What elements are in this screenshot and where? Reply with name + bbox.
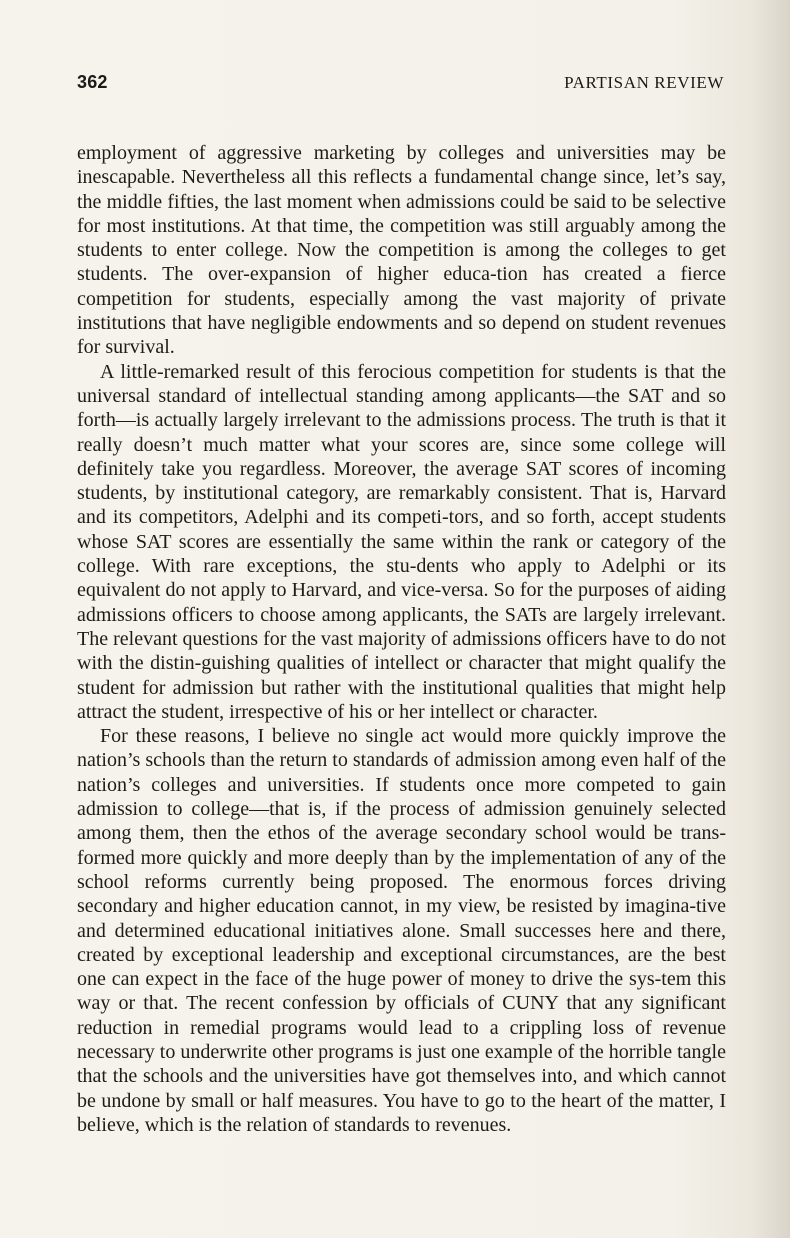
page-number: 362 xyxy=(77,72,108,92)
running-head xyxy=(77,72,724,96)
paragraph-continued: employment of aggressive marketing by colleges and universities may be inescapable. Nevertheless all this reflects a fundamental change since, let’s say, the middle fifties, the last moment when admissions could be said to be selective for most institutions. At that time, the competition was still arguably among the students to enter college. Now the competition is among the colleges to get students. The over-expansion of higher educa-tion has created a fierce competition for students, especially among the vast majority of private institutions that have negligible endowments and so depend on student revenues for survival. xyxy=(77,142,726,359)
paragraph-standards-of-admission: For these reasons, I believe no single act would more quickly improve the nation’s schools than the return to standards of admission among even half of the nation’s colleges and universities. If students once more competed to gain admission to college—that is, if the process of admission genuinely selected among them, then the ethos of the average secondary school would be trans-formed more quickly and more deeply than by the implementation of any of the school reforms currently being proposed. The enormous forces driving secondary and higher education cannot, in my view, be resisted by imagina-tive and determined educational initiatives alone. Small successes here and there, created by exceptional leadership and exceptional circumstances, are the best one can expect in the face of the huge power of money to drive the sys-tem this way or that. The recent confession by officials of CUNY that any significant reduction in remedial programs would lead to a crippling loss of revenue necessary to underwrite other programs is just one example of the horrible tangle that the schools and the universities have got themselves into, and which cannot be undone by small or half measures. You have to go to the heart of the matter, I believe, which is the relation of standards to revenues. xyxy=(77,725,726,1136)
paragraph-sat-irrelevance: A little-remarked result of this ferocious competition for students is that the universal standard of intellectual standing among applicants—the SAT and so forth—is actually largely irrelevant to the admissions process. The truth is that it really doesn’t much matter what your scores are, since some college will definitely take you regardless. Moreover, the average SAT scores of incoming students, by institutional category, are remarkably consistent. That is, Harvard and its competitors, Adelphi and its competi-tors, and so forth, accept students whose SAT scores are essentially the same within the rank or category of the college. With rare exceptions, the stu-dents who apply to Adelphi or its equivalent do not apply to Harvard, and vice-versa. So for the purposes of aiding admissions officers to choose among applicants, the SATs are largely irrelevant. The relevant questions for the vast majority of admissions officers have to do not with the distin-guishing qualities of intellect or character that might qualify the student for admission but rather with the institutional qualities that might help attract the student, irrespective of his or her intellect or character. xyxy=(77,360,726,723)
body-text xyxy=(77,141,726,1137)
journal-title: PARTISAN REVIEW xyxy=(564,73,724,92)
